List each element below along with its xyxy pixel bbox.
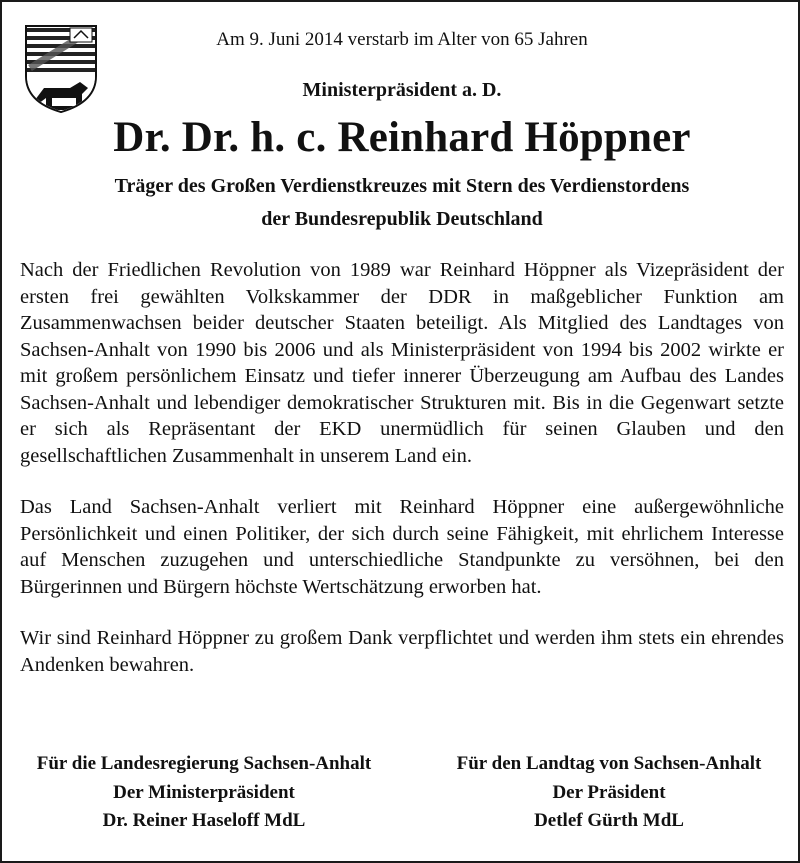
tribute-paragraph: Das Land Sachsen-Anhalt verliert mit Reinhard Höppner eine außergewöhnliche Persönlichkeit und einen Politiker, der sich durch seine Fähigkeit, mit ehrlichem Interesse auf Menschen zuzugehen und unterschiedliche Standpunkte zu versöhnen, bei den Bürgerinnen und Bürgern höchste Wertschätzung erworben hat. [20, 496, 784, 598]
signature-line: Für die Landesregierung Sachsen-Anhalt [36, 753, 372, 774]
honor-line: der Bundesrepublik Deutschland [261, 208, 543, 230]
honors [2, 170, 800, 236]
signature-state-government [14, 750, 394, 836]
signature-line: Dr. Reiner Haseloff MdL [102, 810, 306, 831]
tribute-text [20, 257, 784, 703]
tribute-paragraph: Nach der Friedlichen Revolution von 1989 war Reinhard Höppner als Vizepräsident der ersten frei gewählten Volkskammer der DDR in maßgeblicher Funktion am Zusammenwachsen beider deutscher Staaten beteiligt. Als Mitglied des Landtages von Sachsen-Anhalt von 1990 bis 2006 und als Ministerpräsident von 1994 bis 2002 wirkte er mit großem persönlichem Einsatz und tiefer innerer Überzeugung am Aufbau des Landes Sachsen-Anhalt und lebendiger demokratischer Strukturen mit. Bis in die Gegenwart setzte er sich als Repräsentant der EKD unermüdlich für seinen Glauben und den gesellschaftlichen Zusammenhalt in unserem Land ein. [20, 259, 784, 467]
signature-state-parliament [424, 750, 794, 836]
signature-line: Der Präsident [552, 781, 666, 803]
signature-line: Für den Landtag von Sachsen-Anhalt [456, 753, 762, 774]
deceased-name: Dr. Dr. h. c. Reinhard Höppner [113, 114, 691, 161]
former-office-title: Ministerpräsident a. D. [302, 79, 502, 101]
signature-line: Detlef Gürth MdL [534, 810, 684, 831]
tribute-paragraph: Wir sind Reinhard Höppner zu großem Dank verpflichtet und werden ihm stets ein ehrendes Andenken bewahren. [20, 627, 784, 676]
death-announcement: Am 9. Juni 2014 verstarb im Alter von 65 Jahren [216, 29, 588, 50]
honor-line: Träger des Großen Verdienstkreuzes mit Stern des Verdienstordens [114, 175, 690, 197]
coat-of-arms-icon [24, 24, 98, 114]
signature-line: Der Ministerpräsident [113, 781, 295, 803]
